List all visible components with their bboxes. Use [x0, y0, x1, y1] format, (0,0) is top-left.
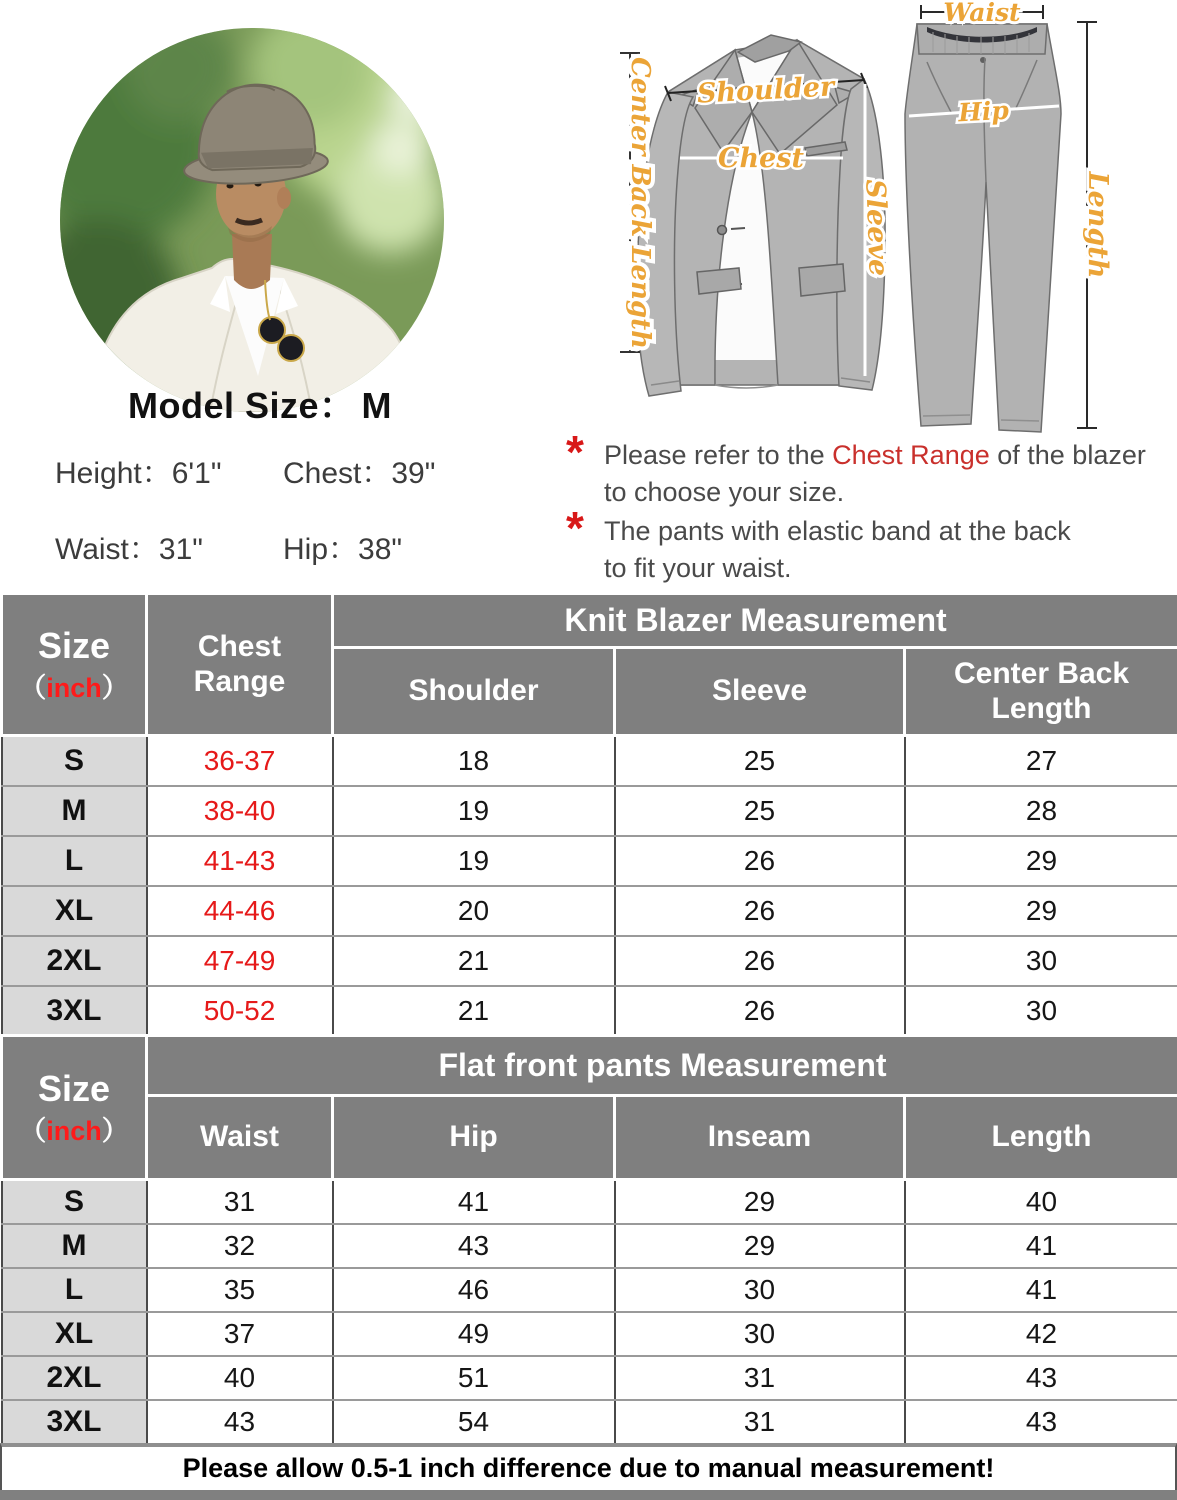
blazer-measurement-table — [0, 592, 1177, 1037]
note-elastic-band: * The pants with elastic band at the back to fit your waist. — [566, 502, 1071, 583]
cbl-column-header: Center Back Length — [905, 648, 1177, 736]
pants-illustration — [905, 24, 1061, 432]
hip-column-header: Hip — [333, 1096, 615, 1180]
model-size-label: Model Size： — [127, 385, 356, 426]
table-row: XL 44-46 20 26 29 — [2, 886, 1177, 936]
table-row: 3XL 43 54 31 43 — [2, 1400, 1177, 1444]
model-photo — [60, 28, 444, 412]
sizing-notes — [566, 426, 1166, 589]
model-size-title — [0, 378, 520, 429]
pants-group-header: Flat front pants Measurement — [147, 1036, 1177, 1096]
length-label: Length — [1082, 171, 1113, 279]
model-measurements — [55, 448, 525, 568]
measurement-disclaimer: Please allow 0.5-1 inch difference due to manual measurement! — [0, 1443, 1177, 1490]
model-waist: Waist：31" — [55, 533, 203, 566]
inseam-column-header: Inseam — [615, 1096, 905, 1180]
center-back-length-label: Center Back Length — [625, 57, 655, 349]
length-column-header: Length — [905, 1096, 1177, 1180]
asterisk-icon: * — [566, 426, 584, 478]
table-row: XL 37 49 30 42 — [2, 1312, 1177, 1356]
waist-column-header: Waist — [147, 1096, 333, 1180]
table-row: M 32 43 29 41 — [2, 1224, 1177, 1268]
pants-measurement-table — [0, 1034, 1177, 1445]
model-hip: Hip：38" — [283, 533, 403, 566]
blazer-size-header: Size （inch） — [2, 594, 147, 736]
shoulder-label: Shoulder — [696, 71, 835, 110]
table-row: L 41-43 19 26 29 — [2, 836, 1177, 886]
bottom-divider — [0, 1490, 1177, 1500]
shoulder-column-header: Shoulder — [333, 648, 615, 736]
table-row: 2XL 47-49 21 26 30 — [2, 936, 1177, 986]
garment-measurement-diagram — [575, 0, 1177, 470]
pants-size-header: Size （inch） — [2, 1036, 147, 1180]
table-row: S 36-37 18 25 27 — [2, 736, 1177, 786]
model-size-value: M — [361, 385, 393, 426]
hip-label: Hip — [957, 95, 1010, 128]
table-row: 3XL 50-52 21 26 30 — [2, 986, 1177, 1036]
table-row: M 38-40 19 25 28 — [2, 786, 1177, 836]
table-row: L 35 46 30 41 — [2, 1268, 1177, 1312]
asterisk-icon: * — [566, 502, 584, 554]
chest-range-header: Chest Range — [147, 594, 333, 736]
sleeve-column-header: Sleeve — [615, 648, 905, 736]
table-row: S 31 41 29 40 — [2, 1180, 1177, 1224]
model-height: Height：6'1" — [55, 457, 222, 490]
waist-label: Waist — [943, 0, 1021, 27]
model-chest: Chest：39" — [283, 457, 436, 490]
blazer-group-header: Knit Blazer Measurement — [333, 594, 1177, 648]
sleeve-label: Sleeve — [859, 178, 894, 277]
table-row: 2XL 40 51 31 43 — [2, 1356, 1177, 1400]
chest-range-highlight: Chest Range — [832, 440, 990, 470]
chest-label: Chest — [718, 143, 804, 174]
note-chest-range: * Please refer to the Chest Range of the blazer to choose your size. — [566, 426, 1146, 507]
